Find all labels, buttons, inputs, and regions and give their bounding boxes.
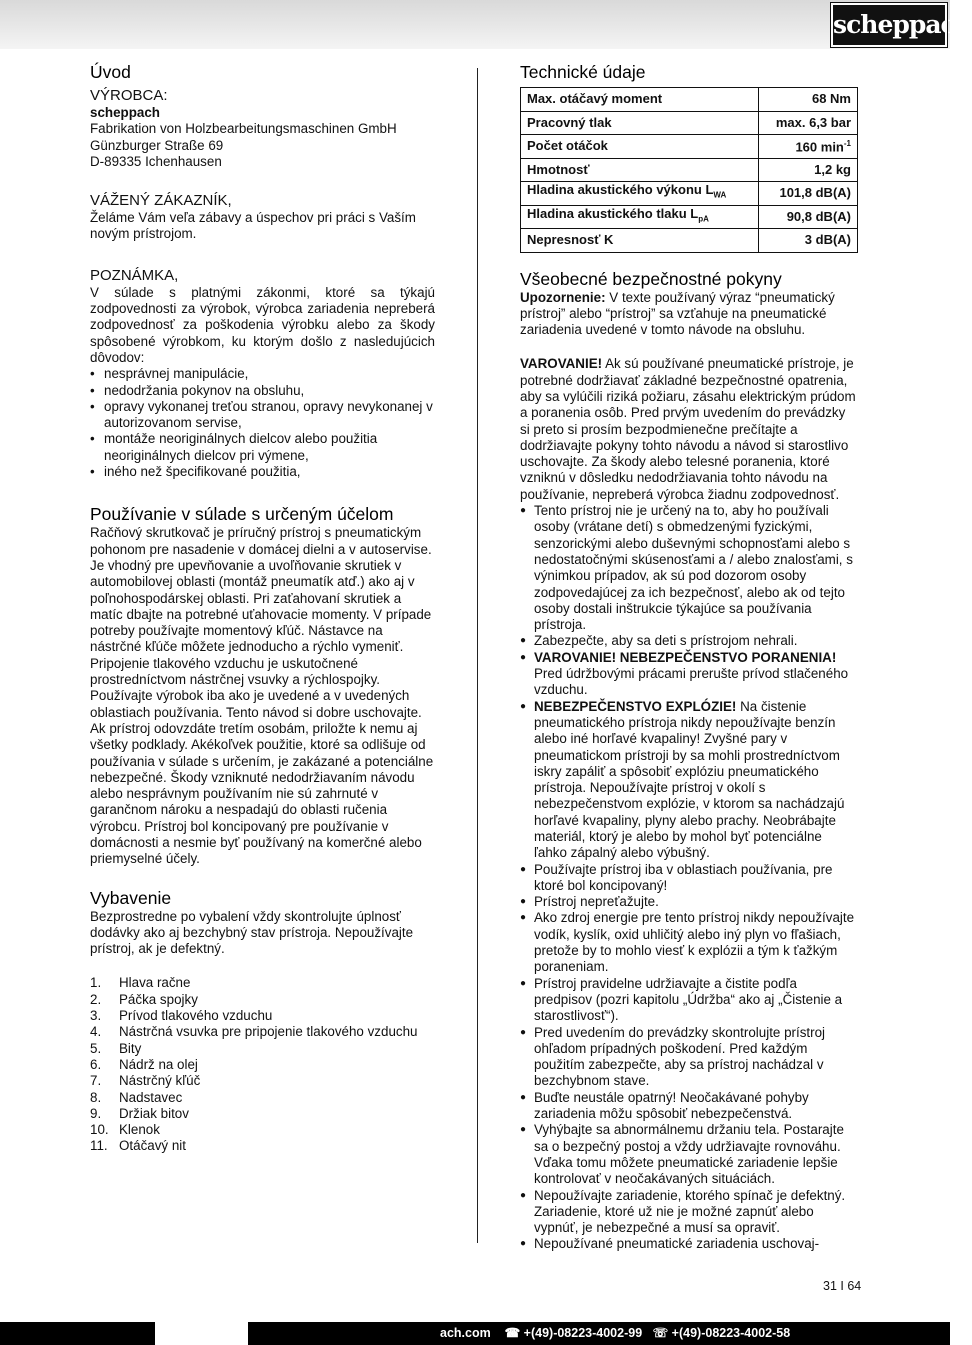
- company-name: scheppach: [90, 105, 160, 120]
- safety-list: [520, 503, 858, 1253]
- table-row: Hladina akustického tlaku $L_{pA}$ 90,8 dB(A): [521, 205, 858, 229]
- list-item: ● Buďte neustále opatrný! Neočakávané pohyby zariadenia môžu spôsobiť nebezpečenstvá.: [520, 1090, 858, 1123]
- scheppach-logo: scheppach: [831, 3, 947, 47]
- right-column: [520, 62, 858, 1253]
- list-item: ● VAROVANIE! NEBEZPEČENSTVO PORANENIA! Pred údržbovými prácami prerušte prívod stlačeného vzduchu.: [520, 650, 858, 699]
- list-item: 4. Nástrčná vsuvka pre pripojenie tlakového vzduchu: [90, 1024, 418, 1040]
- list-item: 5. Bity: [90, 1040, 142, 1056]
- header-bar: [0, 0, 950, 49]
- list-item: ● Pred uvedením do prevádzky skontrolujte prístroj ohľadom prípadných poškodení. Pred každým použitím zabezpečte, aby sa prístroj nachádzal v bezchybnom stave.: [520, 1025, 858, 1090]
- section-title-uvod: Úvod: [90, 62, 131, 82]
- list-item: 6. Nádrž na olej: [90, 1056, 198, 1072]
- section-title-equipment: Vybavenie: [90, 887, 172, 908]
- table-row: Max. otáčavý moment 68 Nm: [521, 88, 858, 112]
- list-item: ● Nepoužívané pneumatické zariadenia uschovaj-: [520, 1236, 858, 1252]
- equipment-text: Bezprostredne po vybalení vždy skontrolujte úplnosť dodávky ako aj bezchybný stav prístroja. Nepoužívajte prístroj, ak je defektný.: [90, 908, 414, 957]
- list-item: ● Prístroj pravidelne udržiavajte a čistite podľa predpisov (pozri kapitolu „Údržba“ ako aj „Čistenie a starostlivosť“).: [520, 976, 858, 1025]
- left-column: [90, 62, 435, 1155]
- list-item: 1. Hlava račne: [90, 975, 191, 991]
- list-item: ● Vyhýbajte sa abnormálnemu držaniu tela. Postarajte sa o bezpečný postoj a vždy udržiavajte rovnováhu. Vďaka tomu môžete pneumatické zariadenie lepšie kontrolovať v neočakávaných situáciách.: [520, 1122, 858, 1187]
- list-item: 10. Klenok: [90, 1122, 160, 1138]
- customer-text: Želáme Vám veľa zábavy a úspechov pri práci s Vaším novým prístrojom.: [90, 210, 416, 242]
- warning-text: VAROVANIE! Ak sú používané pneumatické prístroje, je potrebné dodržiavať základné bezpečnostné opatrenia, aby sa vylúčili riziká požiaru, zásahu elektrickým prúdom a poranenia osôb. Pred prvým uvedením do prevádzky si preto si prosím bezpodmienečne prečítajte a dodržiavajte pokyny tohto návodu a návod si starostlivo uschovajte. Za škody alebo telesné poranenia, ktoré vzniknú v dôsledku nedodržiavania tohto návodu na používanie, nepreberá výrobca žiadnu zodpovednosť.: [520, 356, 856, 502]
- list-item: ● NEBEZPEČENSTVO EXPLÓZIE! Na čistenie pneumatického prístroja nikdy nepoužívajte benzín alebo iné horľavé kvapaliny! Zvyšné pary v pneumatickom prístroji by sa mohli prostredníctvom iskry zapáliť a spôsobiť explóziu pneumatického prístroja. Nepoužívajte prístroj v okolí s nebezpečenstvom explózie, v ktorom sa nachádzajú horľavé kvapaliny, plyny alebo prachy. Neobrábajte materiál, ktorý je alebo by mohol byť potenciálne ľahko zápalný alebo výbušný.: [520, 699, 858, 862]
- list-item: 9. Držiak bitov: [90, 1105, 189, 1121]
- spec-table: [520, 87, 858, 253]
- list-item: ● Tento prístroj nie je určený na to, aby ho používali osoby (vrátane detí) s obmedzenými fyzickými, senzorickými alebo duševnými schopnosťami alebo s nedostatočnými skúsenosťami a / alebo znalosťami, s výnimkou prípadov, ak sú pod dozorom osoby zodpovedajúcej za ich bezpečnosť, alebo ak od tejto osoby dostali inštrukcie týkajúce sa používania prístroja.: [520, 503, 858, 633]
- list-item: ● Používajte prístroj iba v oblastiach používania, pre ktoré bol koncipovaný!: [520, 862, 858, 895]
- customer-label: VÁŽENÝ ZÁKAZNÍK,: [90, 192, 232, 210]
- table-row: Hmotnosť 1,2 kg: [521, 158, 858, 182]
- fax-number: ☏ +(49)-08223-4002-58: [652, 1326, 791, 1340]
- list-item: ● Prístroj nepreťažujte.: [520, 894, 858, 910]
- column-divider: [477, 68, 478, 1243]
- table-row: Hladina akustického výkonu $L_{WA}$ 101,8 dB(A): [521, 182, 858, 206]
- footer-gap: [155, 1322, 248, 1345]
- section-title-usage: Používanie v súlade s určeným účelom: [90, 504, 394, 525]
- list-item: • nedodržania pokynov na obsluhu,: [90, 383, 435, 399]
- parts-list: [90, 975, 435, 1154]
- section-title-technical: Technické údaje: [520, 62, 646, 82]
- table-row: Počet otáčok 160 $\min^{-1}$: [521, 135, 858, 159]
- website-link[interactable]: ach.com: [440, 1326, 491, 1340]
- table-row: Pracovný tlak max. 6,3 bar: [521, 111, 858, 135]
- phone-number: ☎ +(49)-08223-4002-99: [504, 1326, 643, 1340]
- note-label: POZNÁMKA,: [90, 266, 179, 284]
- list-item: 2. Páčka spojky: [90, 991, 198, 1007]
- section-title-safety: Všeobecné bezpečnostné pokyny: [520, 268, 782, 289]
- notice-text: Upozornenie: V texte používaný výraz “pneumatický prístroj” alebo “prístroj” sa vzťahuje na pneumatické zariadenia uvedené v tomto návode na obsluhu.: [520, 289, 835, 338]
- note-list: [90, 366, 435, 480]
- list-item: • iného než špecifikované použitia,: [90, 464, 435, 480]
- manufacturer-label: VÝROBCA:: [90, 87, 168, 104]
- footer-contact: [440, 1325, 790, 1341]
- list-item: • montáže neoriginálnych dielcov alebo použitia neoriginálnych dielcov pri výmene,: [90, 431, 435, 464]
- address-line-2: Günzburger Straße 69: [90, 137, 224, 153]
- usage-text: Račňový skrutkovač je príručný prístroj s pneumatickým pohonom pre nasadenie v domácej dielni a v autoservise. Je vhodný pre upevňovanie a uvoľňovanie skrutiek v automobilovej oblasti (montáž pneumatík atď.) ako aj v poľnohospodárskej oblasti. Pri zaťahovaní skrutiek a matíc dbajte na potrebné uťahovacie momenty. V prípade potreby používajte momentový kľúč. Nástavce na nástrčné kľúče môžete jednoducho a rýchlo vymeniť. Pripojenie tlakového vzduchu je uskutočnené prostredníctvom nástrčnej vsuvky a rýchlospojky. Používajte výrobok iba ako je uvedené a v uvedených oblastiach používania. Tento návod si dobre uschovajte. Ak prístroj odovzdáte tretím osobám, priložte k nemu aj všetky podklady. Akékoľvek použitie, ktoré sa odlišuje od používania v súlade s určením, je zakázané a potenciálne nebezpečné. Škody vzniknuté nedodržiavaním návodu alebo nesprávnym používaním nie sú zahrnuté v garančnom nároku a nespadajú do oblasti ručenia výrobcu. Prístroj bol koncipovaný pre používanie v domácnosti a nesmie byť používaný na komerčné alebo priemyselné účely.: [90, 525, 434, 867]
- list-item: ● Nepoužívajte zariadenie, ktorého spínač je defektný. Zariadenie, ktoré už nie je možné zapnúť alebo vypnúť, je nebezpečné a musí sa opraviť.: [520, 1188, 858, 1237]
- list-item: • nesprávnej manipulácie,: [90, 366, 435, 382]
- list-item: 7. Nástrčný kľúč: [90, 1073, 201, 1089]
- address-line-1: Fabrikation von Holzbearbeitungsmaschinen GmbH: [90, 121, 397, 137]
- address-line-3: D-89335 Ichenhausen: [90, 153, 222, 169]
- list-item: 3. Prívod tlakového vzduchu: [90, 1008, 273, 1024]
- list-item: 11. Otáčavý nit: [90, 1138, 186, 1154]
- page-number: 31 I 64: [823, 1279, 862, 1293]
- list-item: ● Zabezpečte, aby sa deti s prístrojom nehrali.: [520, 633, 858, 649]
- list-item: ● Ako zdroj energie pre tento prístroj nikdy nepoužívajte vodík, kyslík, oxid uhličitý alebo iný plyn vo fľašiach, pretože by to mohlo viesť k explózii a tým k ťažkým poraneniam.: [520, 910, 858, 975]
- list-item: • opravy vykonanej treťou stranou, opravy nevykonanej v autorizovanom servise,: [90, 399, 435, 432]
- table-row: Nepresnosť K 3 dB(A): [521, 229, 858, 253]
- list-item: 8. Nadstavec: [90, 1089, 183, 1105]
- note-text: V súlade s platnými zákonmi, ktoré sa týkajú zodpovednosti za výrobok, výrobca zariadenia nepreberá zodpovednosť za poškodenia výrobku alebo za škody spôsobené výrobkom, ku ktorým došlo z nasledujúcich dôvodov:: [90, 284, 435, 365]
